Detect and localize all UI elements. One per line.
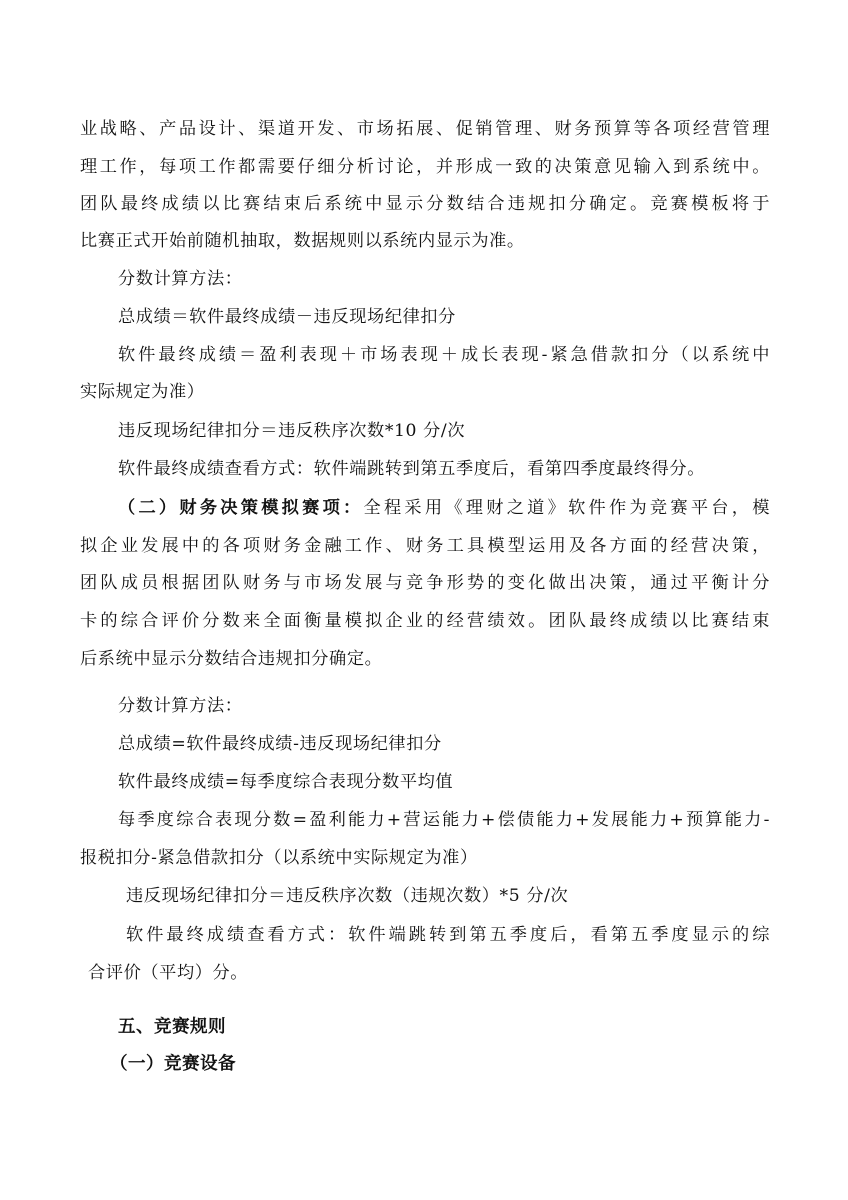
score2-total-formula: 总成绩=软件最终成绩-违反现场纪律扣分 xyxy=(118,734,442,754)
para1-line-1: 业战略、产品设计、渠道开发、市场拓展、促销管理、财务预算等各项经营管理 xyxy=(80,119,770,139)
score1-penalty-formula: 违反现场纪律扣分＝违反秩序次数*10 分/次 xyxy=(118,421,466,441)
score2-software-formula: 软件最终成绩=每季度综合表现分数平均值 xyxy=(118,772,454,792)
score2-penalty-formula: 违反现场纪律扣分＝违反秩序次数（违规次数）*5 分/次 xyxy=(126,886,569,906)
item2-line-1 xyxy=(118,493,770,523)
score1-software-formula-line-2: 实际规定为准） xyxy=(80,382,205,402)
score1-total-formula: 总成绩＝软件最终成绩－违反现场纪律扣分 xyxy=(118,307,456,327)
score2-view-method-line-1: 软件最终成绩查看方式：软件端跳转到第五季度后，看第五季度显示的综 xyxy=(126,925,770,945)
item2-line-2: 拟企业发展中的各项财务金融工作、财务工具模型运用及各方面的经营决策， xyxy=(80,536,770,556)
item2-lead: （二）财务决策模拟赛项： xyxy=(118,498,364,518)
item2-line-5: 后系统中显示分数结合违规扣分确定。 xyxy=(80,649,383,669)
para1-line-3: 团队最终成绩以比赛结束后系统中显示分数结合违规扣分确定。竞赛模板将于 xyxy=(80,194,770,214)
section-5-subheading-equipment: （一）竞赛设备 xyxy=(110,1054,236,1074)
score1-view-method: 软件最终成绩查看方式：软件端跳转到第五季度后，看第四季度最终得分。 xyxy=(118,459,705,479)
item2-line-3: 团队成员根据团队财务与市场发展与竞争形势的变化做出决策，通过平衡计分 xyxy=(80,573,770,593)
item2-line-4: 卡的综合评价分数来全面衡量模拟企业的经营绩效。团队最终成绩以比赛结束 xyxy=(80,611,770,631)
score1-title: 分数计算方法： xyxy=(118,269,243,289)
score1-software-formula-line-1: 软件最终成绩＝盈利表现＋市场表现＋成长表现-紧急借款扣分（以系统中 xyxy=(118,345,770,365)
para1-line-2: 理工作，每项工作都需要仔细分析讨论，并形成一致的决策意见输入到系统中。 xyxy=(80,157,770,177)
para1-line-4: 比赛正式开始前随机抽取，数据规则以系统内显示为准。 xyxy=(80,231,525,251)
item2-line-1-rest: 全程采用《理财之道》软件作为竞赛平台，模 xyxy=(363,498,770,518)
score2-quarter-formula-line-2: 报税扣分-紧急借款扣分（以系统中实际规定为准） xyxy=(80,848,478,868)
score2-quarter-formula-line-1: 每季度综合表现分数=盈利能力+营运能力+偿债能力+发展能力+预算能力- xyxy=(118,810,770,830)
score2-view-method-line-2: 合评价（平均）分。 xyxy=(88,963,249,983)
section-5-heading: 五、竞赛规则 xyxy=(118,1017,226,1037)
score2-title: 分数计算方法： xyxy=(118,696,243,716)
